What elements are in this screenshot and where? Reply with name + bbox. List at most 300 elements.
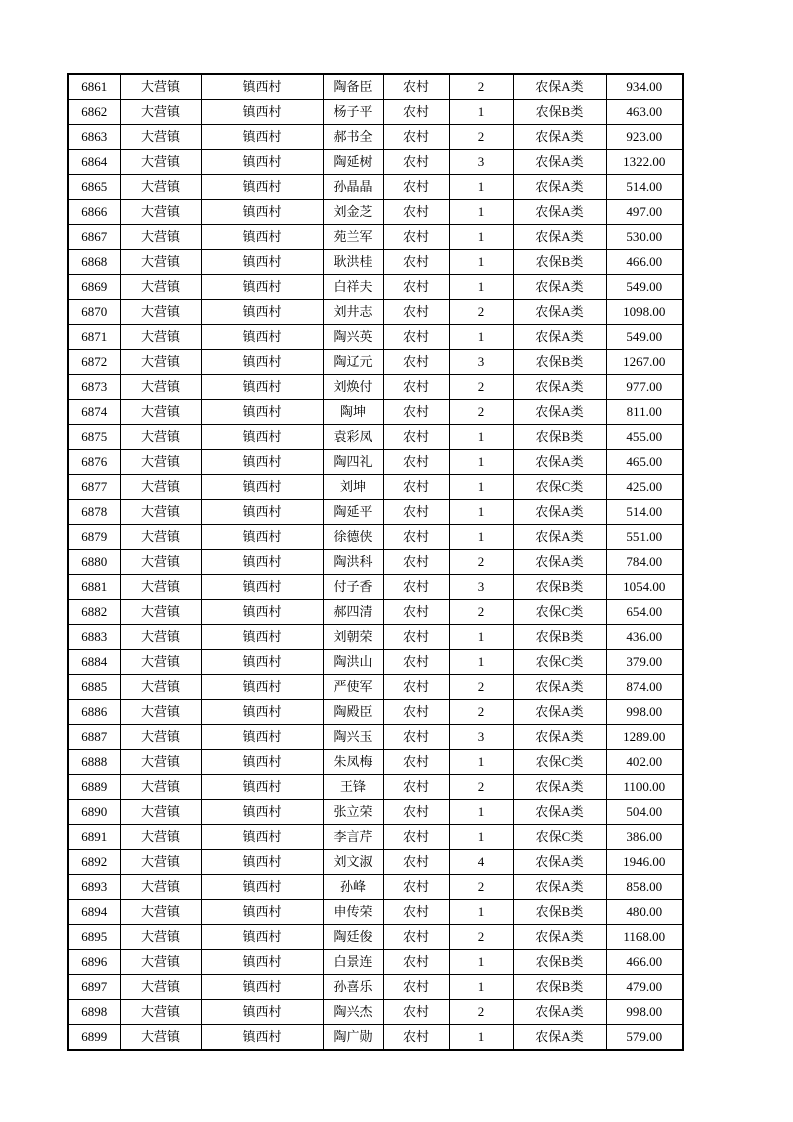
cell-amount: 436.00 [606, 625, 683, 650]
table-row [68, 1025, 683, 1051]
cell-serial-number: 6892 [68, 850, 120, 875]
cell-village: 镇西村 [201, 375, 323, 400]
table-row [68, 375, 683, 400]
cell-person-name: 耿洪桂 [323, 250, 383, 275]
cell-person-name: 陶洪科 [323, 550, 383, 575]
cell-village: 镇西村 [201, 425, 323, 450]
cell-person-name: 孙峰 [323, 875, 383, 900]
table-row [68, 250, 683, 275]
cell-household-type: 农村 [383, 475, 449, 500]
cell-person-count: 1 [449, 175, 513, 200]
cell-town: 大营镇 [120, 1000, 201, 1025]
cell-insurance-category: 农保B类 [513, 575, 606, 600]
cell-insurance-category: 农保A类 [513, 150, 606, 175]
cell-town: 大营镇 [120, 425, 201, 450]
cell-person-count: 1 [449, 800, 513, 825]
cell-person-count: 1 [449, 625, 513, 650]
cell-person-name: 陶备臣 [323, 74, 383, 100]
cell-household-type: 农村 [383, 200, 449, 225]
cell-insurance-category: 农保A类 [513, 800, 606, 825]
cell-serial-number: 6885 [68, 675, 120, 700]
cell-person-count: 2 [449, 1000, 513, 1025]
cell-person-name: 陶坤 [323, 400, 383, 425]
cell-village: 镇西村 [201, 525, 323, 550]
cell-person-name: 郝书全 [323, 125, 383, 150]
cell-person-count: 1 [449, 200, 513, 225]
cell-insurance-category: 农保A类 [513, 550, 606, 575]
cell-person-name: 苑兰军 [323, 225, 383, 250]
cell-amount: 923.00 [606, 125, 683, 150]
cell-serial-number: 6873 [68, 375, 120, 400]
cell-person-count: 2 [449, 875, 513, 900]
cell-amount: 466.00 [606, 250, 683, 275]
cell-insurance-category: 农保C类 [513, 600, 606, 625]
cell-insurance-category: 农保A类 [513, 400, 606, 425]
cell-amount: 466.00 [606, 950, 683, 975]
cell-town: 大营镇 [120, 900, 201, 925]
cell-serial-number: 6866 [68, 200, 120, 225]
cell-village: 镇西村 [201, 950, 323, 975]
cell-amount: 1168.00 [606, 925, 683, 950]
cell-person-name: 白祥夫 [323, 275, 383, 300]
cell-household-type: 农村 [383, 525, 449, 550]
cell-person-name: 白景连 [323, 950, 383, 975]
cell-person-name: 陶四礼 [323, 450, 383, 475]
cell-village: 镇西村 [201, 575, 323, 600]
cell-insurance-category: 农保B类 [513, 425, 606, 450]
table-row [68, 775, 683, 800]
cell-village: 镇西村 [201, 100, 323, 125]
cell-household-type: 农村 [383, 825, 449, 850]
cell-town: 大营镇 [120, 100, 201, 125]
cell-amount: 654.00 [606, 600, 683, 625]
cell-town: 大营镇 [120, 225, 201, 250]
cell-town: 大营镇 [120, 150, 201, 175]
cell-town: 大营镇 [120, 700, 201, 725]
cell-household-type: 农村 [383, 725, 449, 750]
cell-amount: 1098.00 [606, 300, 683, 325]
cell-person-count: 1 [449, 475, 513, 500]
cell-amount: 1267.00 [606, 350, 683, 375]
cell-town: 大营镇 [120, 850, 201, 875]
cell-amount: 579.00 [606, 1025, 683, 1051]
cell-serial-number: 6896 [68, 950, 120, 975]
cell-person-name: 申传荣 [323, 900, 383, 925]
cell-village: 镇西村 [201, 825, 323, 850]
table-row [68, 850, 683, 875]
cell-town: 大营镇 [120, 125, 201, 150]
cell-amount: 1322.00 [606, 150, 683, 175]
cell-insurance-category: 农保A类 [513, 1025, 606, 1051]
cell-person-name: 陶广勋 [323, 1025, 383, 1051]
cell-serial-number: 6879 [68, 525, 120, 550]
cell-insurance-category: 农保B类 [513, 100, 606, 125]
cell-household-type: 农村 [383, 750, 449, 775]
cell-insurance-category: 农保A类 [513, 925, 606, 950]
table-row [68, 650, 683, 675]
table-row [68, 550, 683, 575]
table-row [68, 325, 683, 350]
cell-serial-number: 6869 [68, 275, 120, 300]
table-row [68, 400, 683, 425]
cell-serial-number: 6865 [68, 175, 120, 200]
cell-village: 镇西村 [201, 125, 323, 150]
cell-village: 镇西村 [201, 925, 323, 950]
cell-village: 镇西村 [201, 450, 323, 475]
cell-household-type: 农村 [383, 900, 449, 925]
cell-amount: 874.00 [606, 675, 683, 700]
cell-person-count: 1 [449, 950, 513, 975]
cell-person-name: 袁彩凤 [323, 425, 383, 450]
cell-serial-number: 6882 [68, 600, 120, 625]
cell-serial-number: 6877 [68, 475, 120, 500]
cell-village: 镇西村 [201, 900, 323, 925]
cell-serial-number: 6889 [68, 775, 120, 800]
cell-village: 镇西村 [201, 675, 323, 700]
cell-insurance-category: 农保A类 [513, 200, 606, 225]
cell-amount: 1100.00 [606, 775, 683, 800]
cell-insurance-category: 农保A类 [513, 300, 606, 325]
cell-amount: 549.00 [606, 275, 683, 300]
cell-amount: 480.00 [606, 900, 683, 925]
cell-person-name: 孙晶晶 [323, 175, 383, 200]
cell-insurance-category: 农保A类 [513, 375, 606, 400]
cell-village: 镇西村 [201, 600, 323, 625]
table-row [68, 225, 683, 250]
table-row [68, 275, 683, 300]
cell-serial-number: 6863 [68, 125, 120, 150]
cell-insurance-category: 农保A类 [513, 775, 606, 800]
cell-household-type: 农村 [383, 1025, 449, 1051]
cell-serial-number: 6880 [68, 550, 120, 575]
cell-town: 大营镇 [120, 750, 201, 775]
cell-town: 大营镇 [120, 875, 201, 900]
cell-town: 大营镇 [120, 375, 201, 400]
cell-amount: 977.00 [606, 375, 683, 400]
cell-amount: 479.00 [606, 975, 683, 1000]
cell-insurance-category: 农保A类 [513, 725, 606, 750]
cell-person-count: 2 [449, 74, 513, 100]
cell-village: 镇西村 [201, 250, 323, 275]
cell-village: 镇西村 [201, 325, 323, 350]
cell-household-type: 农村 [383, 300, 449, 325]
cell-household-type: 农村 [383, 175, 449, 200]
cell-person-count: 3 [449, 350, 513, 375]
cell-amount: 504.00 [606, 800, 683, 825]
cell-town: 大营镇 [120, 950, 201, 975]
cell-serial-number: 6864 [68, 150, 120, 175]
cell-amount: 463.00 [606, 100, 683, 125]
cell-person-count: 1 [449, 975, 513, 1000]
cell-village: 镇西村 [201, 200, 323, 225]
cell-person-count: 3 [449, 725, 513, 750]
cell-person-count: 1 [449, 750, 513, 775]
cell-town: 大营镇 [120, 250, 201, 275]
cell-person-count: 2 [449, 925, 513, 950]
table-row [68, 500, 683, 525]
cell-serial-number: 6898 [68, 1000, 120, 1025]
cell-village: 镇西村 [201, 300, 323, 325]
cell-household-type: 农村 [383, 925, 449, 950]
cell-insurance-category: 农保B类 [513, 900, 606, 925]
cell-town: 大营镇 [120, 600, 201, 625]
cell-insurance-category: 农保B类 [513, 950, 606, 975]
cell-household-type: 农村 [383, 675, 449, 700]
cell-person-count: 1 [449, 225, 513, 250]
cell-village: 镇西村 [201, 975, 323, 1000]
cell-serial-number: 6874 [68, 400, 120, 425]
cell-village: 镇西村 [201, 775, 323, 800]
cell-person-count: 1 [449, 450, 513, 475]
cell-insurance-category: 农保A类 [513, 225, 606, 250]
cell-insurance-category: 农保C类 [513, 650, 606, 675]
cell-amount: 858.00 [606, 875, 683, 900]
cell-person-count: 2 [449, 600, 513, 625]
cell-village: 镇西村 [201, 650, 323, 675]
cell-person-name: 王锋 [323, 775, 383, 800]
cell-household-type: 农村 [383, 125, 449, 150]
cell-village: 镇西村 [201, 475, 323, 500]
cell-serial-number: 6899 [68, 1025, 120, 1051]
cell-village: 镇西村 [201, 1025, 323, 1051]
table-row [68, 300, 683, 325]
cell-town: 大营镇 [120, 475, 201, 500]
cell-person-name: 郝四清 [323, 600, 383, 625]
table-row [68, 74, 683, 100]
cell-insurance-category: 农保A类 [513, 525, 606, 550]
cell-person-count: 2 [449, 700, 513, 725]
cell-household-type: 农村 [383, 775, 449, 800]
cell-town: 大营镇 [120, 300, 201, 325]
cell-town: 大营镇 [120, 200, 201, 225]
cell-town: 大营镇 [120, 175, 201, 200]
cell-serial-number: 6875 [68, 425, 120, 450]
cell-serial-number: 6868 [68, 250, 120, 275]
cell-serial-number: 6862 [68, 100, 120, 125]
cell-village: 镇西村 [201, 1000, 323, 1025]
cell-person-count: 1 [449, 275, 513, 300]
cell-village: 镇西村 [201, 500, 323, 525]
cell-insurance-category: 农保A类 [513, 175, 606, 200]
cell-insurance-category: 农保A类 [513, 74, 606, 100]
cell-insurance-category: 农保A类 [513, 1000, 606, 1025]
table-body [68, 74, 683, 1050]
table-row [68, 525, 683, 550]
cell-amount: 811.00 [606, 400, 683, 425]
cell-town: 大营镇 [120, 1025, 201, 1051]
cell-town: 大营镇 [120, 525, 201, 550]
table-row [68, 675, 683, 700]
cell-person-count: 1 [449, 825, 513, 850]
cell-insurance-category: 农保A类 [513, 500, 606, 525]
cell-person-name: 李言芹 [323, 825, 383, 850]
cell-serial-number: 6881 [68, 575, 120, 600]
cell-insurance-category: 农保A类 [513, 850, 606, 875]
cell-serial-number: 6886 [68, 700, 120, 725]
cell-person-count: 1 [449, 525, 513, 550]
cell-household-type: 农村 [383, 975, 449, 1000]
cell-insurance-category: 农保C类 [513, 750, 606, 775]
cell-person-name: 陶殿臣 [323, 700, 383, 725]
cell-serial-number: 6887 [68, 725, 120, 750]
table-row [68, 900, 683, 925]
cell-amount: 497.00 [606, 200, 683, 225]
cell-person-name: 刘井志 [323, 300, 383, 325]
cell-amount: 379.00 [606, 650, 683, 675]
cell-insurance-category: 农保A类 [513, 875, 606, 900]
table-row [68, 925, 683, 950]
cell-amount: 1289.00 [606, 725, 683, 750]
cell-person-count: 2 [449, 375, 513, 400]
cell-person-count: 2 [449, 300, 513, 325]
cell-person-name: 刘文淑 [323, 850, 383, 875]
cell-serial-number: 6893 [68, 875, 120, 900]
cell-person-name: 陶洪山 [323, 650, 383, 675]
cell-serial-number: 6861 [68, 74, 120, 100]
table-row [68, 950, 683, 975]
table-row [68, 450, 683, 475]
table-row [68, 175, 683, 200]
cell-household-type: 农村 [383, 150, 449, 175]
cell-household-type: 农村 [383, 375, 449, 400]
cell-town: 大营镇 [120, 825, 201, 850]
cell-serial-number: 6891 [68, 825, 120, 850]
cell-person-name: 孙喜乐 [323, 975, 383, 1000]
cell-amount: 784.00 [606, 550, 683, 575]
cell-household-type: 农村 [383, 500, 449, 525]
cell-village: 镇西村 [201, 74, 323, 100]
cell-town: 大营镇 [120, 675, 201, 700]
table-row [68, 125, 683, 150]
cell-serial-number: 6867 [68, 225, 120, 250]
cell-person-count: 4 [449, 850, 513, 875]
cell-insurance-category: 农保A类 [513, 125, 606, 150]
cell-serial-number: 6878 [68, 500, 120, 525]
cell-insurance-category: 农保C类 [513, 825, 606, 850]
cell-town: 大营镇 [120, 275, 201, 300]
cell-person-name: 张立荣 [323, 800, 383, 825]
table-row [68, 725, 683, 750]
cell-person-count: 2 [449, 125, 513, 150]
cell-town: 大营镇 [120, 650, 201, 675]
cell-household-type: 农村 [383, 850, 449, 875]
cell-village: 镇西村 [201, 150, 323, 175]
table-row [68, 750, 683, 775]
insurance-records-table [67, 73, 684, 1051]
cell-village: 镇西村 [201, 800, 323, 825]
cell-insurance-category: 农保A类 [513, 675, 606, 700]
cell-person-name: 刘金芝 [323, 200, 383, 225]
cell-amount: 551.00 [606, 525, 683, 550]
cell-amount: 386.00 [606, 825, 683, 850]
cell-person-count: 1 [449, 1025, 513, 1051]
cell-village: 镇西村 [201, 400, 323, 425]
table-row [68, 475, 683, 500]
cell-amount: 514.00 [606, 175, 683, 200]
cell-person-name: 陶兴玉 [323, 725, 383, 750]
cell-person-count: 3 [449, 575, 513, 600]
cell-town: 大营镇 [120, 725, 201, 750]
cell-household-type: 农村 [383, 74, 449, 100]
cell-person-count: 1 [449, 650, 513, 675]
table-row [68, 575, 683, 600]
cell-town: 大营镇 [120, 350, 201, 375]
cell-amount: 549.00 [606, 325, 683, 350]
cell-household-type: 农村 [383, 1000, 449, 1025]
cell-amount: 1054.00 [606, 575, 683, 600]
table-row [68, 425, 683, 450]
cell-household-type: 农村 [383, 550, 449, 575]
cell-town: 大营镇 [120, 925, 201, 950]
cell-person-name: 陶延树 [323, 150, 383, 175]
cell-household-type: 农村 [383, 600, 449, 625]
cell-person-name: 陶辽元 [323, 350, 383, 375]
cell-serial-number: 6890 [68, 800, 120, 825]
cell-insurance-category: 农保A类 [513, 700, 606, 725]
cell-person-count: 3 [449, 150, 513, 175]
cell-town: 大营镇 [120, 550, 201, 575]
cell-village: 镇西村 [201, 875, 323, 900]
cell-insurance-category: 农保A类 [513, 275, 606, 300]
cell-town: 大营镇 [120, 575, 201, 600]
cell-person-count: 1 [449, 900, 513, 925]
cell-person-count: 1 [449, 100, 513, 125]
cell-household-type: 农村 [383, 575, 449, 600]
cell-person-name: 刘坤 [323, 475, 383, 500]
table-row [68, 825, 683, 850]
cell-person-count: 2 [449, 775, 513, 800]
cell-person-name: 陶延平 [323, 500, 383, 525]
cell-person-name: 杨子平 [323, 100, 383, 125]
cell-town: 大营镇 [120, 775, 201, 800]
cell-insurance-category: 农保C类 [513, 475, 606, 500]
cell-serial-number: 6894 [68, 900, 120, 925]
cell-amount: 1946.00 [606, 850, 683, 875]
cell-person-name: 刘焕付 [323, 375, 383, 400]
cell-person-count: 2 [449, 550, 513, 575]
table-row [68, 200, 683, 225]
cell-village: 镇西村 [201, 225, 323, 250]
cell-household-type: 农村 [383, 325, 449, 350]
table-row [68, 800, 683, 825]
cell-amount: 530.00 [606, 225, 683, 250]
cell-serial-number: 6888 [68, 750, 120, 775]
cell-household-type: 农村 [383, 350, 449, 375]
cell-person-count: 2 [449, 675, 513, 700]
table-row [68, 1000, 683, 1025]
cell-serial-number: 6883 [68, 625, 120, 650]
cell-household-type: 农村 [383, 950, 449, 975]
cell-village: 镇西村 [201, 350, 323, 375]
cell-amount: 934.00 [606, 74, 683, 100]
cell-household-type: 农村 [383, 250, 449, 275]
cell-serial-number: 6897 [68, 975, 120, 1000]
cell-household-type: 农村 [383, 225, 449, 250]
cell-insurance-category: 农保B类 [513, 975, 606, 1000]
table-row [68, 350, 683, 375]
cell-household-type: 农村 [383, 650, 449, 675]
cell-amount: 998.00 [606, 700, 683, 725]
cell-person-name: 陶兴杰 [323, 1000, 383, 1025]
cell-village: 镇西村 [201, 750, 323, 775]
cell-household-type: 农村 [383, 875, 449, 900]
cell-person-count: 2 [449, 400, 513, 425]
cell-serial-number: 6876 [68, 450, 120, 475]
cell-household-type: 农村 [383, 425, 449, 450]
cell-person-name: 朱凤梅 [323, 750, 383, 775]
cell-village: 镇西村 [201, 550, 323, 575]
cell-person-count: 1 [449, 425, 513, 450]
